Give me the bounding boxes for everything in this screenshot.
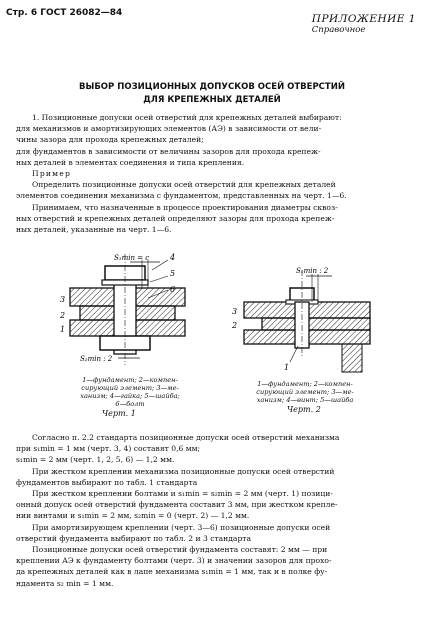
body-line: При амортизирующем креплении (черт. 3—6) позиционные допуски осей [32,522,331,532]
fig1-label-3: 3 [60,295,66,304]
section-heading [0,81,424,107]
intro-line: для механизмов и амортизирующих элементов (АЭ) в зависимости от вели- [16,124,322,134]
caption-line: 1—фундамент; 2—компен- [82,376,178,384]
body-line: s₁min = 2 мм (черт. 1, 2, 5, 6) — 1,2 мм. [16,455,175,465]
heading-line-1: ВЫБОР ПОЗИЦИОННЫХ ДОПУСКОВ ОСЕЙ ОТВЕРСТИЙ [79,82,345,92]
body-line: ндамента s₂ min = 1 мм. [16,578,114,588]
fig1-label-6: 6 [170,285,176,294]
intro-line: Определить позиционные допуски осей отверстий для крепежных деталей [32,180,336,190]
caption-line: сирующий элемент; 3—ме- [256,388,354,396]
intro-line: 1. Позиционные допуски осей отверстий для крепежных деталей выбирают: [32,113,342,122]
body-line: При жестком креплении болтами и s₁min = s₂min = 2 мм (черт. 1) позици- [32,489,333,499]
body-line: онный допуск осей отверстий фундамента составит 3 мм, при жестком крепле- [16,500,338,510]
intro-line: ных отверстий и крепежных деталей определяют зазоры для прохода крепеж- [16,213,335,223]
body-line: креплении АЭ к фундаменту болтами (черт. 3) и значении зазоров для прохо- [16,556,332,566]
body-line: При жестком креплении механизма позиционные допуски осей отверстий [32,466,335,476]
appendix-block [312,13,416,35]
intro-line: элементов соединения механизма с фундаментом, представленных на черт. 1—6. [16,191,347,201]
heading-line-2: ДЛЯ КРЕПЕЖНЫХ ДЕТАЛЕЙ [143,95,281,105]
appendix-title: ПРИЛОЖЕНИЕ 1 [311,13,416,25]
figure-2-title: Черт. 2 [287,405,321,414]
fig1-label-5: 5 [170,269,176,278]
figure-2-caption [220,380,390,404]
foundation-flange [342,344,362,372]
intro-text [16,112,412,235]
body-text [16,432,412,589]
intro-line: для фундаментов в зависимости от величины зазоров для прохода крепеж- [16,146,321,156]
body-line: отверстий фундамента выбирают по табл. 2 и 3 стандарта [16,533,252,543]
fig1-label-4: 4 [170,253,176,262]
fig2-dim-top: S₁min : 2 [296,267,329,275]
figure-1-title: Черт. 1 [102,409,136,418]
figure-1-caption [45,376,215,408]
caption-line: ханизм; 4—гайка; 5—шайба; [80,392,180,400]
body-line: фундаментов выбирают по табл. 1 стандарта [16,477,198,487]
figure-1-drawing [60,240,210,375]
body-line: нии винтами и s₁min = 2 мм, s₂min = 0 (черт. 2) — 1,2 мм. [16,511,250,521]
intro-line: ных деталей, указанные на черт. 1—6. [16,225,172,235]
page-header: Стр. 6 ГОСТ 26082—84 [6,8,123,18]
body-line: да крепежных деталей как в лапе механизма s₁min = 1 мм, так и в полке фу- [16,567,328,577]
body-line: Согласно п. 2.2 стандарта позиционные допуски осей отверстий механизма [32,433,340,442]
fig1-dim-top: S₁min = c [114,254,150,262]
body-line: Позиционные допуски осей отверстий фундамента составят: 2 мм — при [32,545,328,555]
caption-line: ханизм; 4—винт; 5—шайба [256,396,354,404]
intro-line: Пример [32,169,72,179]
fig1-label-2: 2 [60,311,66,320]
body-line: при s₁min = 1 мм (черт. 3, 4) составят 0,6 мм; [16,444,201,454]
fig1-dim-bottom: S₂min : 2 [80,355,113,363]
intro-line: Принимаем, что назначенные в процессе проектирования диаметры сквоз- [32,202,338,212]
intro-line: ных деталей в элементах соединения и типа крепления. [16,157,245,167]
intro-line: чины зазора для прохода крепежных деталей; [16,135,204,145]
caption-line: сирующий элемент; 3—ме- [81,384,179,392]
appendix-subtitle: Справочное [311,25,366,35]
figure-2-drawing [232,262,392,374]
caption-line: 1—фундамент; 2—компен- [257,380,353,388]
caption-line: 6—болт [115,400,145,408]
fig2-label-3: 3 [232,307,238,316]
fig1-label-1: 1 [60,325,66,334]
fig2-label-2: 2 [232,321,238,330]
compensating-element [262,318,370,330]
fig2-label-1: 1 [284,363,290,372]
